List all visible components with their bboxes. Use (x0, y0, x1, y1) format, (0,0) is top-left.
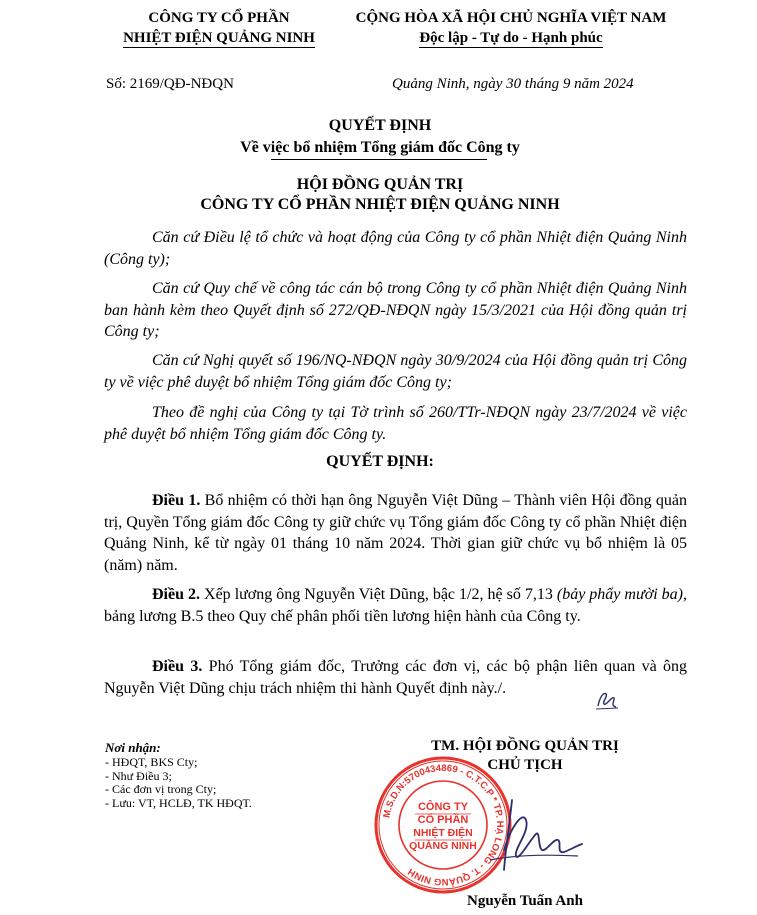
handwritten-signature-icon (470, 790, 590, 880)
document-title: QUYẾT ĐỊNH (328, 117, 432, 134)
recipients-title: Nơi nhận: (105, 740, 161, 755)
authority-line2: CÔNG TY CỔ PHẦN NHIỆT ĐIỆN QUẢNG NINH (200, 196, 560, 213)
nation-name: CỘNG HÒA XÃ HỘI CHỦ NGHĨA VIỆT NAM (355, 10, 667, 26)
signer-name: Nguyễn Tuấn Anh (467, 893, 583, 909)
article-1-label: Điều 1. (152, 492, 201, 509)
seal-ring-text: M.S.D.N:5700434869 - C.T.C.P * TP. HẠ LONG - T. QUẢNG NINH (381, 762, 506, 888)
company-name-line2: NHIỆT ĐIỆN QUẢNG NINH (123, 30, 315, 46)
basis-2: Căn cứ Quy chế về công tác cán bộ trong Công ty cổ phần Nhiệt điện Quảng Ninh ban hành kèm theo Quyết định số 272/QĐ-NĐQN ngày 15/3/2021 của Hội đồng quản trị Công ty; (104, 280, 687, 340)
recipient-item: - Lưu: VT, HCLĐ, TK HĐQT. (105, 795, 252, 810)
article-1-text: Bổ nhiệm có thời hạn ông Nguyễn Việt Dũng – Thành viên Hội đồng quản trị, Quyền Tổng giám đốc Công ty giữ chức vụ Tổng giám đốc Công ty cổ phần Nhiệt điện Quảng Ninh, kể từ ngày 01 tháng 10 năm 2024. Thời gian giữ chức vụ bổ nhiệm là 05 (năm) năm. (104, 492, 688, 574)
motto: Độc lập - Tự do - Hạnh phúc (419, 30, 603, 46)
article-2-text-a: Xếp lương ông Nguyễn Việt Dũng, bậc 1/2, hệ số 7,13 (200, 586, 557, 603)
recipients-list (105, 756, 252, 810)
recipient-item: - Như Điều 3; (105, 768, 172, 783)
article-3-text: Phó Tổng giám đốc, Trưởng các đơn vị, các bộ phận liên quan và ông Nguyễn Việt Dũng chịu trách nhiệm thi hành Quyết định này./. (104, 658, 688, 697)
national-header (326, 8, 696, 48)
article-2-text-italic: (bảy phẩy mười ba) (556, 586, 684, 603)
seal-center-line: CỔ PHẦN (417, 814, 469, 826)
article-2 (104, 584, 687, 627)
article-2-text-b: , bảng lương B.5 theo Quy chế phân phối tiền lương hiện hành của Công ty. (104, 586, 688, 625)
recipient-item: - HĐQT, BKS Cty; (105, 755, 198, 769)
company-name-line1: CÔNG TY CỔ PHẦN (148, 10, 290, 26)
seal-center-line: NHIỆT ĐIỆN (413, 827, 473, 839)
subject-underline (271, 159, 487, 160)
authority-line1: HỘI ĐỒNG QUẢN TRỊ (296, 176, 464, 193)
company-header (104, 8, 334, 48)
basis-1: Căn cứ Điều lệ tổ chức và hoạt động của Công ty cổ phần Nhiệt điện Quảng Ninh (Công ty); (104, 229, 687, 268)
place-date: Quảng Ninh, ngày 30 tháng 9 năm 2024 (392, 76, 634, 92)
signer-role: CHỦ TỊCH (487, 757, 563, 773)
seal-center-line: CÔNG TY (417, 801, 469, 813)
seal-center-line: QUẢNG NINH (409, 840, 477, 852)
basis-4: Theo đề nghị của Công ty tại Tờ trình số 260/TTr-NĐQN ngày 23/7/2024 về việc phê duyệt bổ nhiệm Tổng giám đốc Công ty. (104, 404, 687, 443)
article-1 (104, 490, 687, 576)
initial-mark-icon (592, 688, 622, 712)
basis-3: Căn cứ Nghị quyết số 196/NQ-NĐQN ngày 30/9/2024 của Hội đồng quản trị Công ty về việc phê duyệt bổ nhiệm Tổng giám đốc Công ty; (104, 352, 687, 391)
document-subject: Về việc bổ nhiệm Tổng giám đốc Công ty (240, 139, 520, 156)
article-3-label: Điều 3. (152, 658, 203, 675)
signer-organization: TM. HỘI ĐỒNG QUẢN TRỊ (431, 738, 619, 754)
article-2-label: Điều 2. (152, 586, 201, 603)
decision-heading: QUYẾT ĐỊNH: (326, 453, 434, 470)
document-number: Số: 2169/QĐ-NĐQN (106, 76, 234, 92)
recipient-item: - Các đơn vị trong Cty; (105, 782, 217, 796)
